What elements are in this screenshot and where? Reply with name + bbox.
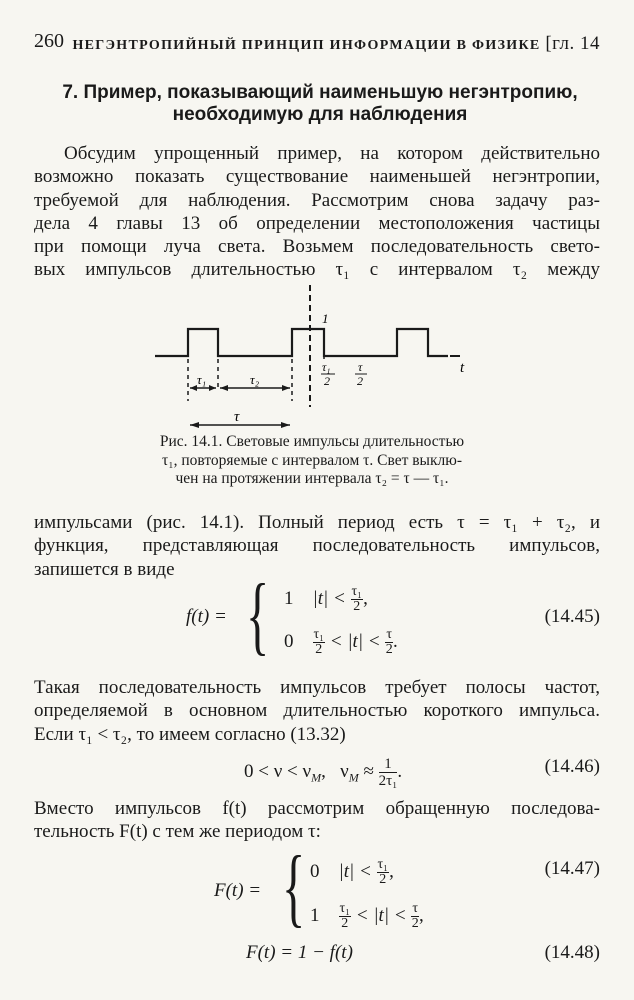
section-title [40, 82, 600, 126]
chapter-reference: [гл. 14 [545, 33, 600, 54]
case-condition: < |t| < [329, 630, 381, 652]
figure-label-tau: τ [234, 409, 240, 425]
fraction-numerator: 1 [379, 756, 398, 773]
arrowhead [209, 385, 216, 391]
arrowhead [190, 385, 197, 391]
fraction-denominator: 2 [411, 916, 419, 931]
fraction-numerator: τ₁ [313, 627, 325, 642]
case-condition: |t| < [338, 860, 372, 882]
running-title-text: НЕГЭНТРОПИЙНЫЙ ПРИНЦИП ИНФОРМАЦИИ В ФИЗИКЕ [72, 38, 541, 53]
case-condition: < |t| < [355, 904, 407, 926]
fraction-denominator: 2 [385, 642, 393, 657]
equation-expression: F(t) = 1 − f(t) [246, 942, 353, 963]
running-title [72, 33, 600, 55]
paragraph-4 [34, 797, 600, 844]
fraction-denominator: 2 [353, 599, 361, 614]
figure-label-tau1: τ₁ [197, 372, 207, 387]
equation-14-46 [34, 748, 600, 788]
case-value: 1 [284, 587, 294, 609]
figure-frac-tau1-num: τ₁ [322, 360, 331, 374]
paragraph-2 [34, 511, 600, 581]
paragraph-line: тельность F(t) с тем же периодом τ: [34, 821, 321, 843]
paragraph-line: импульсами (рис. 14.1). Полный период есть τ = τ₁ + τ₂, и [34, 512, 600, 533]
case-value: 1 [310, 904, 320, 926]
subscript: M [348, 770, 359, 785]
fraction [351, 585, 364, 614]
fraction-numerator: τ₁ [377, 857, 389, 872]
fraction-denominator: 2 [315, 642, 323, 657]
equation-14-48 [34, 942, 600, 970]
case-value: 0 [284, 630, 294, 652]
paragraph-line: требуемой для наблюдения. Рассмотрим снова задачу раз- [34, 189, 600, 211]
fraction [411, 902, 419, 931]
fraction [385, 628, 393, 657]
fraction [339, 902, 352, 931]
case-condition: |t| < [312, 587, 346, 609]
fraction-denominator: 2τ₁ [378, 773, 398, 789]
paragraph-3 [34, 676, 600, 746]
approx-sign: ≈ [363, 760, 374, 782]
paragraph-line: запишется в виде [34, 558, 175, 580]
page-number: 260 [34, 30, 64, 52]
paragraph-line: Вместо импульсов f(t) рассмотрим обращенную последова- [34, 798, 600, 819]
paragraph-line: вых импульсов длительностью τ₁ с интервалом τ₂ между [34, 259, 600, 281]
case-1: 0 |t| < $\frac{\text{τ₁}}{2}$ , [310, 857, 394, 887]
case-value: 0 [310, 860, 320, 882]
figure-14-1 [150, 283, 480, 433]
fraction-denominator: 2 [341, 916, 349, 931]
subscript: M [311, 770, 322, 785]
fraction-numerator: τ₁ [351, 584, 363, 599]
left-brace: { [246, 567, 270, 664]
figure-caption [128, 433, 496, 489]
case-2: 1 $\frac{\text{τ₁}}{2}$ < |t| < $\frac{\tau}{2}$ , [310, 901, 424, 931]
fraction [377, 858, 390, 887]
equation-14-47 [34, 839, 600, 936]
paragraph-line: Такая последовательность импульсов требует полосы частот, [34, 677, 600, 698]
paragraph-line: Если τ₁ < τ₂, то имеем согласно (13.32) [34, 723, 346, 745]
paragraph-line: дела 4 главы 13 об определении местоположения частицы [34, 212, 600, 234]
paragraph-line: при помощи луча света. Возьмем последовательность свето- [34, 236, 600, 258]
caption-line: чен на протяжении интервала τ₂ = τ — τ₁. [175, 470, 449, 487]
fraction-numerator: τ [412, 901, 419, 916]
fraction-denominator: 2 [379, 872, 387, 887]
case-1: 1 |t| < $\frac{\text{τ₁}}{2}$ , [284, 584, 368, 614]
fraction [313, 628, 326, 657]
equation-number: (14.45) [544, 606, 600, 627]
caption-line: τ₁, повторяемые с интервалом τ. Свет выклю- [162, 451, 462, 469]
arrowhead [281, 422, 290, 428]
figure-frac-tau-num: τ [358, 360, 363, 374]
fraction-numerator: τ [386, 627, 393, 642]
figure-frac-den: 2 [357, 374, 363, 388]
equation-text: 0 < ν < ν [244, 760, 312, 782]
pulse-train-waveform [155, 329, 448, 356]
fraction [379, 756, 398, 789]
paragraph-1 [34, 142, 600, 282]
paragraph-line: возможно показать существование наименьшей негэнтропии, [34, 166, 600, 188]
pulse-diagram [150, 283, 480, 433]
figure-label-t: t [460, 360, 465, 376]
figure-frac-den: 2 [324, 374, 330, 388]
page-header [34, 30, 600, 56]
caption-line: Рис. 14.1. Световые импульсы длительностью [159, 433, 465, 450]
paragraph-line: функция, представляющая последовательность импульсов, [34, 535, 600, 557]
equation-expression: $0 < \nu < \nu_M$, $\nu_M$ ≈ $\frac{1}{\text{2τ₁}}$ . [244, 756, 403, 789]
left-brace: { [282, 839, 306, 936]
equation-number: (14.48) [544, 942, 600, 963]
case-2: 0 $\frac{\text{τ₁}}{2}$ < |t| < $\frac{\tau}{2}$ . [284, 627, 398, 657]
paragraph-line: Обсудим упрощенный пример, на котором действительно [64, 143, 600, 164]
arrowhead [220, 385, 228, 391]
figure-label-1: 1 [322, 311, 329, 326]
section-title-line-2: необходимую для наблюдения [172, 104, 468, 125]
paragraph-line: определяемой в основном длительностью короткого импульса. [34, 700, 600, 722]
arrowhead [282, 385, 290, 391]
fraction-numerator: τ₁ [339, 901, 351, 916]
arrowhead [190, 422, 199, 428]
equation-lhs: F(t) = [214, 880, 262, 901]
equation-number: (14.46) [544, 756, 600, 777]
equation-lhs: f(t) = [186, 606, 227, 627]
equation-number: (14.47) [544, 858, 600, 879]
figure-label-tau2: τ₂ [250, 372, 260, 387]
section-title-line-1: 7. Пример, показывающий наименьшую негэнтропию, [62, 82, 578, 103]
